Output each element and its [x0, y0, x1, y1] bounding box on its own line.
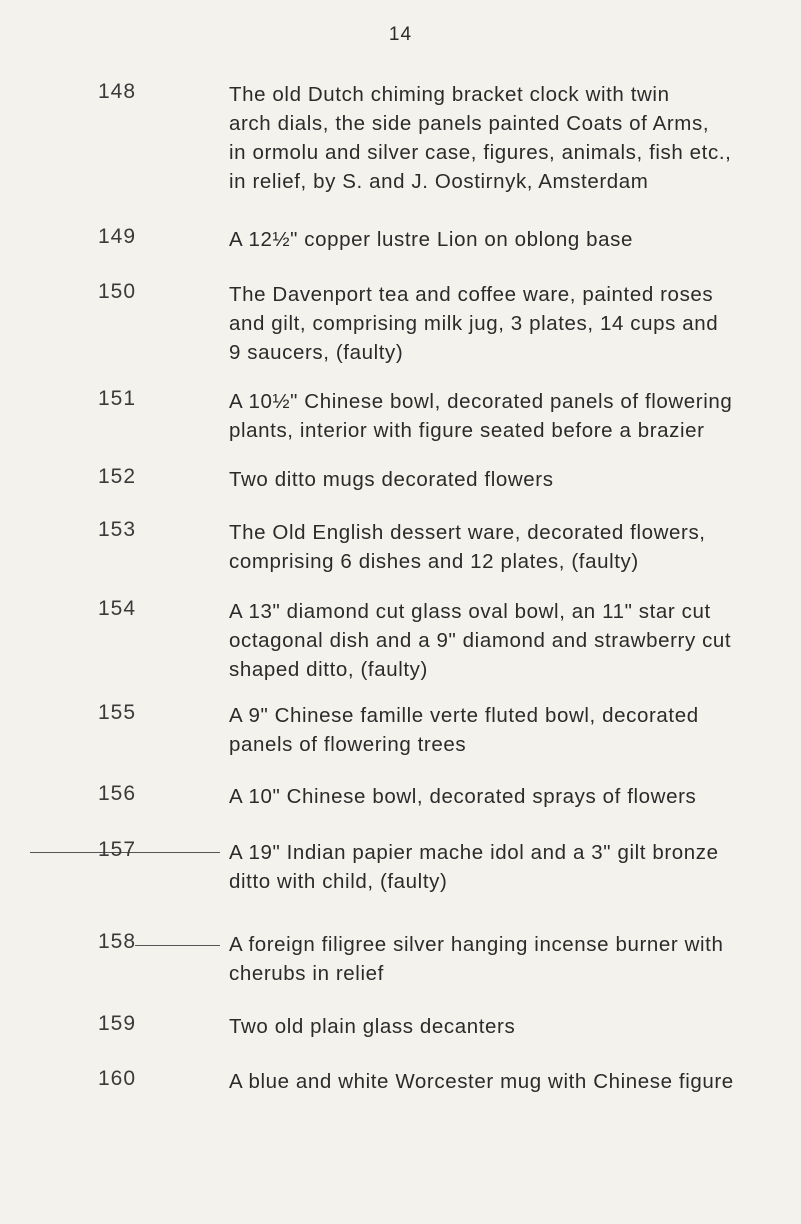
lot-description-line: A 9" Chinese famille verte fluted bowl, decorated [229, 704, 699, 727]
lot-description [229, 782, 789, 811]
lot-description [229, 80, 789, 196]
lot-description-line: 9 saucers, (faulty) [229, 341, 404, 364]
lot-description-line: comprising 6 dishes and 12 plates, (faulty) [229, 550, 639, 573]
handwritten-rule [135, 945, 220, 946]
lot-number: 153 [98, 518, 137, 541]
lot-description [229, 1067, 789, 1096]
lot-description-line: The Old English dessert ware, decorated flowers, [229, 521, 706, 544]
lot-number: 157 [98, 838, 137, 861]
lot-description [229, 1012, 789, 1041]
lot-number: 160 [98, 1067, 137, 1090]
lot-description [229, 701, 789, 759]
lot-description [229, 465, 789, 494]
page-number: 14 [388, 24, 413, 45]
lot-description-line: octagonal dish and a 9" diamond and strawberry cut [229, 629, 732, 652]
lot-number: 154 [98, 597, 137, 620]
lot-description-line: A foreign filigree silver hanging incense burner with [229, 933, 724, 956]
lot-description-line: arch dials, the side panels painted Coats of Arms, [229, 112, 710, 135]
lot-description-line: plants, interior with figure seated before a brazier [229, 419, 705, 442]
lot-number: 155 [98, 701, 137, 724]
lot-number: 149 [98, 225, 137, 248]
lot-number: 148 [98, 80, 137, 103]
lot-description-line: Two ditto mugs decorated flowers [229, 468, 554, 491]
lot-description-line: panels of flowering trees [229, 733, 467, 756]
lot-description [229, 597, 789, 684]
lot-description-line: The Davenport tea and coffee ware, painted roses [229, 283, 714, 306]
lot-number: 159 [98, 1012, 137, 1035]
lot-description-line: and gilt, comprising milk jug, 3 plates, 14 cups and [229, 312, 719, 335]
lot-description-line: ditto with child, (faulty) [229, 870, 448, 893]
lot-number: 152 [98, 465, 137, 488]
lot-description-line: A 19" Indian papier mache idol and a 3" gilt bronze [229, 841, 719, 864]
lot-description [229, 387, 789, 445]
lot-description-line: Two old plain glass decanters [229, 1015, 516, 1038]
lot-description-line: A 13" diamond cut glass oval bowl, an 11" star cut [229, 600, 711, 623]
lot-description-line: shaped ditto, (faulty) [229, 658, 428, 681]
lot-number: 150 [98, 280, 137, 303]
lot-number: 158 [98, 930, 137, 953]
lot-description [229, 838, 789, 896]
lot-description-line: in relief, by S. and J. Oostirnyk, Amsterdam [229, 170, 649, 193]
lot-description-line: A 10½" Chinese bowl, decorated panels of flowering [229, 390, 733, 413]
lot-number: 156 [98, 782, 137, 805]
lot-description-line: A blue and white Worcester mug with Chinese figure [229, 1070, 734, 1093]
lot-number: 151 [98, 387, 137, 410]
lot-description-line: A 10" Chinese bowl, decorated sprays of flowers [229, 785, 697, 808]
lot-description-line: The old Dutch chiming bracket clock with twin [229, 83, 670, 106]
lot-description [229, 225, 789, 254]
lot-description [229, 930, 789, 988]
lot-description-line: A 12½" copper lustre Lion on oblong base [229, 228, 633, 251]
lot-description-line: cherubs in relief [229, 962, 384, 985]
lot-description [229, 280, 789, 367]
lot-description [229, 518, 789, 576]
lot-description-line: in ormolu and silver case, figures, animals, fish etc., [229, 141, 732, 164]
